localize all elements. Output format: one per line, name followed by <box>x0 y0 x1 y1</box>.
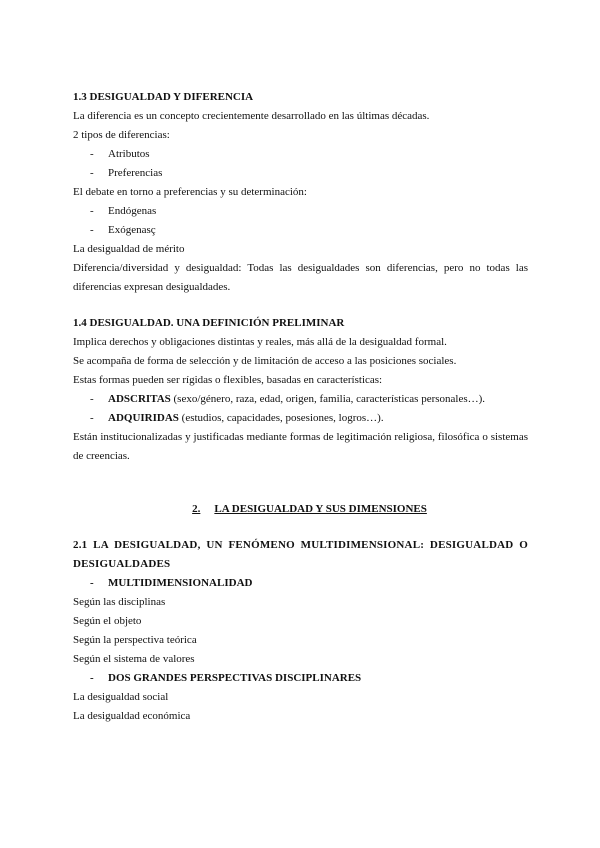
dash-marker: - <box>90 577 94 589</box>
list-item-text: (sexo/género, raza, edad, origen, familia, características personales…). <box>170 393 486 405</box>
paragraph: Según la perspectiva teórica <box>73 634 197 646</box>
heading-title: LA DESIGUALDAD Y SUS DIMENSIONES <box>214 503 427 515</box>
paragraph: Según el objeto <box>73 615 142 627</box>
dash-marker: - <box>90 167 94 179</box>
list-item-text: MULTIDIMENSIONALIDAD <box>108 577 253 589</box>
list-item <box>73 221 528 240</box>
paragraph: Diferencia/diversidad y desigualdad: Todas las desigualdades son diferencias, pero no todas las diferencias expresan desigualdades. <box>73 262 528 293</box>
paragraph: La desigualdad social <box>73 691 169 703</box>
paragraph: El debate en torno a preferencias y su determinación: <box>73 186 307 198</box>
list-item-text: Preferencias <box>108 167 163 179</box>
paragraph: Estas formas pueden ser rígidas o flexibles, basadas en características: <box>73 374 383 386</box>
paragraph: Según el sistema de valores <box>73 653 195 665</box>
paragraph: Según las disciplinas <box>73 596 166 608</box>
list-item-text: Exógenasç <box>108 224 156 236</box>
heading-2-1: 2.1 LA DESIGUALDAD, UN FENÓMENO MULTIDIMENSIONAL: DESIGUALDAD O DESIGUALDADES <box>73 539 528 570</box>
list-item <box>73 390 528 409</box>
paragraph: Se acompaña de forma de selección y de limitación de acceso a las posiciones sociales. <box>73 355 457 367</box>
dash-marker: - <box>90 148 94 160</box>
dash-marker: - <box>90 205 94 217</box>
heading-1-3: 1.3 DESIGUALDAD Y DIFERENCIA <box>73 91 254 103</box>
paragraph: 2 tipos de diferencias: <box>73 129 170 141</box>
spacer <box>73 297 528 314</box>
paragraph: La diferencia es un concepto crecientemente desarrollado en las últimas décadas. <box>73 110 430 122</box>
paragraph: La desigualdad de mérito <box>73 243 185 255</box>
list-item-text: Endógenas <box>108 205 157 217</box>
list-item <box>73 202 528 221</box>
paragraph: Implica derechos y obligaciones distintas y reales, más allá de la desigualdad formal. <box>73 336 447 348</box>
list-item <box>73 669 528 688</box>
list-item <box>73 164 528 183</box>
dash-marker: - <box>90 224 94 236</box>
dash-marker: - <box>90 393 94 405</box>
list-item-text: Atributos <box>108 148 150 160</box>
dash-marker: - <box>90 412 94 424</box>
paragraph: Están institucionalizadas y justificadas mediante formas de legitimación religiosa, filosófica o sistemas de creencias. <box>73 431 528 462</box>
dash-marker: - <box>90 672 94 684</box>
list-item <box>73 409 528 428</box>
list-item <box>73 145 528 164</box>
document-page <box>73 88 528 726</box>
list-item-text: DOS GRANDES PERSPECTIVAS DISCIPLINARES <box>108 672 362 684</box>
heading-1-4: 1.4 DESIGUALDAD. UNA DEFINICIÓN PRELIMINAR <box>73 317 345 329</box>
paragraph: La desigualdad económica <box>73 710 191 722</box>
list-item-text: (estudios, capacidades, posesiones, logros…). <box>178 412 384 424</box>
heading-number: 2. <box>192 503 201 515</box>
spacer <box>73 466 528 500</box>
list-item <box>73 574 528 593</box>
list-item-bold: ADSCRITAS <box>108 393 171 405</box>
spacer <box>73 519 528 536</box>
list-item-bold: ADQUIRIDAS <box>108 412 179 424</box>
heading-2 <box>91 500 528 519</box>
